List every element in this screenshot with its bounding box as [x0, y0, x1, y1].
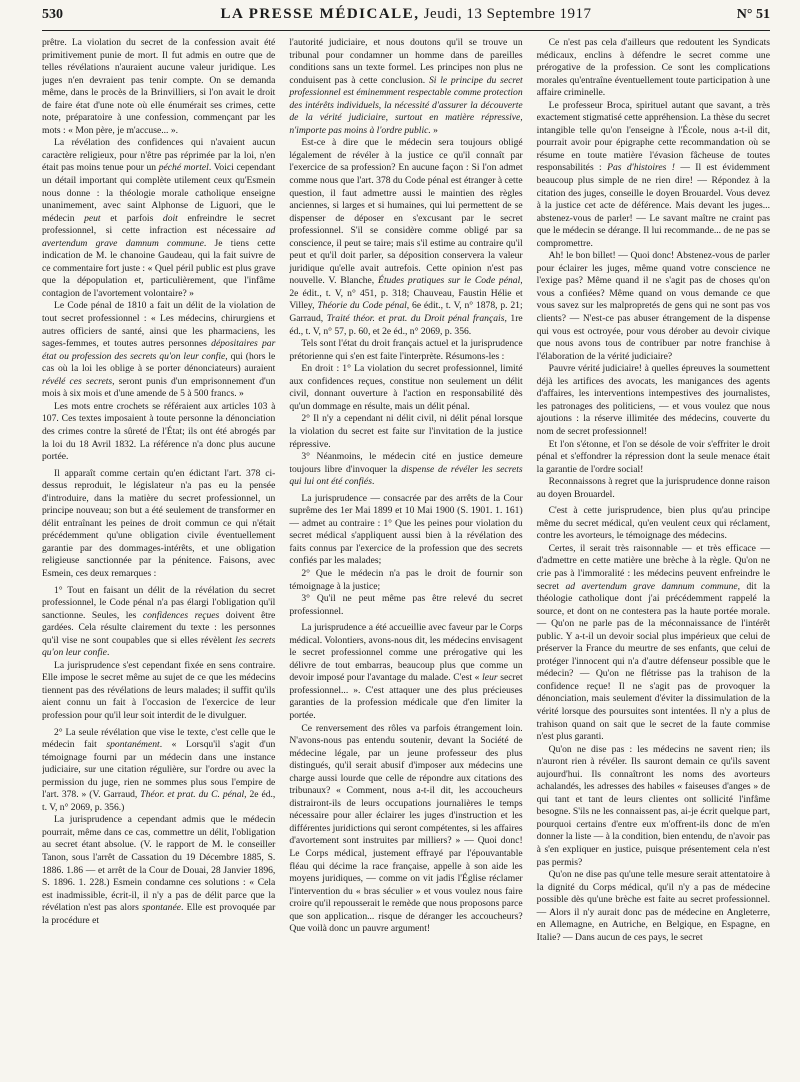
paragraph: Reconnaissons à regret que la jurisprudence donne raison au doyen Brouardel. [536, 476, 770, 500]
paragraph: Qu'on ne dise pas : les médecins ne savent rien; ils n'auront rien à révéler. Ils sauront demain ce qu'ils savent aujourd'hui. Ils connaîtront les noms des avorteurs achalandés, les adresses des habiles « faiseuses d'anges » de qui tant et tant de leurs clientes ont sollicité l'infâme besogne. S'ils ne les connaissent pas, ai-je écrit quelque part, pourquoi certains d'entre eux m'offrent-ils donc de m'en donner la liste — à la condition, bien entendu, de n'avoir pas à s'en expliquer en justice, puisque présentement cela n'est pas permis? [536, 743, 770, 868]
paragraph: La jurisprudence a cependant admis que le médecin pourrait, même dans ce cas, commettre un délit, l'obligation au secret étant absolue. (V. le rapport de M. le conseiller Tanon, sous l'arrêt de Cassation du 19 Décembre 1885, S. 1886. 1.86 — et arrêt de la Cour de Douai, 28 Janvier 1896, S. 1896. 1. 228.) Esmein condamne ces solutions : « Cela est inadmissible, écrit-il, il n'y a pas de délit parce que la révélation n'est pas alors spontanée. Elle est provoquée par la procédure et [42, 814, 276, 926]
paragraph: Les mots entre crochets se référaient aux articles 103 à 107. Ces textes imposaient à toute personne la dénonciation des crimes contre la sûreté de l'État; ils ont été abrogés par la loi du 18 Avril 1832. La référence n'a donc plus aucune portée. [42, 400, 276, 463]
issue-date: Jeudi, 13 Septembre 1917 [419, 6, 592, 22]
paragraph: La jurisprudence — consacrée par des arrêts de la Cour suprême des 1er Mai 1899 et 10 Mai 1900 (S. 1901. 1. 161) — admet au contraire : 1° Que les peines pour violation du secret médical s'appliquent aussi bien à la révélation des faits connus par l'exercice de la profession que des secrets confiés par les malades; [289, 492, 523, 567]
running-title [220, 6, 591, 23]
column-right [537, 37, 770, 1077]
paragraph: 2° Que le médecin n'a pas le droit de fournir son témoignage à la justice; [289, 567, 523, 592]
paragraph: La révélation des confidences qui n'avaient aucun caractère religieux, pour n'être pas réprimée par la loi, n'en était pas moins tenue pour un péché mortel. Voici cependant un détail important qui complète utilement ceux qu'Esmein nous donne : la théologie morale catholique enseigne unanimement, avec saint Alphonse de Liguori, que le médecin peut et parfois doit enfreindre le secret professionnel, si cette infraction est nécessaire ad avertendum grave damnum commune. Je tiens cette indication de M. le chanoine Gaudeau, qui la fait suivre de ce commentaire fort juste : « Quel péril public est plus grave que la dépopulation et, particulièrement, que l'infâme contagion de l'avortement volontaire? » [42, 137, 276, 299]
paragraph: l'autorité judiciaire, et nous doutons qu'il se trouve un tribunal pour condamner un homme dans de pareilles conditions sans un texte formel. Les principes non plus ne conduisent pas à cette conclusion. Si le principe du secret professionnel est éminemment respectable comme protection des intérêts individuels, la nécessité d'assurer la découverte de la vérité judiciaire, surtout en matière répressive, n'importe pas moins à l'ordre public. » [289, 37, 523, 136]
paragraph: Le professeur Broca, spirituel autant que savant, a très exactement stigmatisé cette appréhension. La thèse du secret intangible telle qu'on l'enseigne à l'École, nous a-t-il dit, pourrait avoir pour épigraphe cette recommandation où se résume en toute matière l'évasion fâcheuse de toutes responsabilités : Pas d'histoires ! — Il est évidemment beaucoup plus simple de ne rien dire! — Répondez à la citation des juges, conseille le doyen Brouardel. Vous devez à la justice cet acte de déférence. Mais devant les juges... abstenez-vous de parler! — Le savant maître ne craint pas que le médecin se dérange. Il lui recommande... de ne pas se compromettre. [536, 99, 770, 249]
paragraph: 2° Il n'y a cependant ni délit civil, ni délit pénal lorsque la violation du secret est faite sur l'invitation de la justice répressive. [289, 413, 523, 450]
paragraph: Ah! le bon billet! — Quoi donc! Abstenez-vous de parler pour éclairer les juges, même quand votre conscience ne l'exige pas? Même quand il ne s'agit pas de choses qu'on vous a confiées? Même quand on vous demande ce que vous savez sur les malpropretés de gens qui ne sont pas vos clients? — N'est-ce pas abuser étrangement de la dispense qui vous est octroyée, pour vous dérober au devoir civique que nous avons tous de contribuer par notre franchise à l'élaboration de la vérité judiciaire? [536, 250, 770, 362]
article-columns [42, 37, 770, 1077]
paragraph: Pauvre vérité judiciaire! à quelles épreuves la soumettent déjà les artifices des avocats, les manigances des agents d'affaires, les interventions intempestives des journalistes, les patronages des politiciens, — et vous voulez que nous ajoutions : la réserve illimitée des médecins, couverte du nom de secret professionnel! [536, 363, 770, 437]
page-number: 530 [42, 7, 63, 22]
column-left [42, 37, 275, 1077]
journal-name: LA PRESSE MÉDICALE, [220, 6, 420, 22]
page-header [42, 6, 770, 31]
paragraph: Qu'on ne dise pas qu'une telle mesure serait attentatoire à la dignité du Corps médical, qu'il n'y a pas de médecine possible dès qu'une brèche est faite au secret professionnel. — Alors il n'y aurait donc pas de médecine en Angleterre, en Allemagne, en Autriche, en Belgique, en Espagne, en Italie? — Dans aucun de ces pays, le secret [536, 869, 770, 943]
paragraph: La jurisprudence s'est cependant fixée en sens contraire. Elle impose le secret même au sujet de ce que les médecins tiennent pas des révélations de leurs malades; il suffit qu'ils aient connu un fait à l'occasion de l'exercice de leur profession pour qu'il leur soit interdit de le divulguer. [42, 659, 276, 721]
paragraph: Certes, il serait très raisonnable — et très efficace — d'admettre en cette matière une brèche à la règle. Qu'on ne crie pas à l'immoralité : les médecins peuvent enfreindre le secret ad avertendum grave damnum commune, dit la théologie catholique dont j'ai précédemment rappelé la source, et dont on ne contestera pas la haute portée morale. — Qu'on ne parle pas de la méconnaissance de l'intérêt public. Y a-t-il un devoir social plus impérieux que celui de préserver la France du meurtre de ses enfants, que celui de protéger l'innocent qui n'a d'autre défenseur possible que le médecin? — Qu'on ne flétrisse pas la trahison de la confidence reçue! Il ne s'agit pas de provoquer la dénonciation, mais seulement d'éviter la dissimulation de la vérité lorsque des poursuites sont intentées. Il n'y a plus de trahison quand on sait que le secret de la faute commise n'est plus garanti. [536, 542, 770, 743]
paragraph: 2° La seule révélation que vise le texte, c'est celle que le médecin fait spontanément. « Lorsqu'il s'agit d'un témoignage fourni par un médecin dans une instance judiciaire, sur une citation régulière, sur l'ordre ou avec la permission du juge, rien ne sommes plus sous l'empire de l'art. 378. » (V. Garraud, Théor. et prat. du C. pénal, 2e éd., t. V, n° 2069, p. 356.) [42, 726, 276, 813]
paragraph: C'est à cette jurisprudence, bien plus qu'au principe même du secret médical, qu'en veulent ceux qui réclament, contre les avorteurs, le témoignage des médecins. [536, 505, 770, 542]
paragraph: Le Code pénal de 1810 a fait un délit de la violation de tout secret professionnel : « Les médecins, chirurgiens et autres officiers de santé, ainsi que les pharmaciens, les sages-femmes, et toutes autres personnes dépositaires par état ou profession des secrets qu'on leur confie, qui (hors le cas où la loi les oblige à se porter dénonciateurs) auraient révélé ces secrets, seront punis d'un emprisonnement d'un mois à six mois et d'une amende de 5 à 500 francs. » [42, 300, 276, 400]
paragraph: Et l'on s'étonne, et l'on se désole de voir s'effriter le droit pénal et s'effondrer la répression dont la seule menace était la garantie de l'ordre social! [536, 438, 770, 475]
paragraph: Ce renversement des rôles va parfois étrangement loin. N'avons-nous pas entendu soutenir, devant la Société de médecine légale, par un jeune professeur des plus distingués, qu'il serait abusif d'imposer aux médecins une charge aussi lourde que celle de répondre aux citations des tribunaux? « Comment, nous a-t-il dit, les accoucheurs distrairont-ils de leurs occupations journalières le temps nécessaire pour aller éclairer les juges d'instruction et les différentes juridictions qui seront compétentes, si les affaires d'avortement sont instruites par milliers? » — Quoi donc! Le Corps médical, justement effrayé par l'épouvantable fléau qui décime la race française, appelle à son aide les moyens juridiques, — comme on vit jadis l'Église réclamer l'intervention du « bras séculier » et vous voulez nous faire croire qu'il repousserait le remède que nous proposons parce que son application... risque de déranger les accoucheurs? Que voilà donc un pauvre argument! [289, 722, 523, 935]
paragraph: Est-ce à dire que le médecin sera toujours obligé légalement de révéler à la justice ce qu'il connaît par l'exercice de sa profession? En aucune façon : Si l'on admet comme nous que l'art. 378 du Code pénal est étranger à cette question, il faut admettre aussi le maintien des règles anciennes, si larges et si humaines, qui lui permettent de se dispenser de déposer en s'excusant par le secret professionnel. S'il se considère comme obligé par sa conscience, il peut se taire; mais s'il estime au contraire qu'il peut et qu'il doit parler, sa déposition conservera la valeur juridique qu'elle avait autrefois. Cette opinion n'est pas nouvelle. V. Blanche, Études pratiques sur le Code pénal, 2e édit., t. V, n° 451, p. 318; Chauveau, Faustin Hélie et Villey, Théorie du Code pénal, 6e édit., t. V, n° 1878, p. 21; Garraud, Traité théor. et prat. du Droit pénal français, 1re éd., t. V, n° 57, p. 60, et 2e éd., n° 2069, p. 356. [289, 137, 523, 337]
column-middle [289, 37, 522, 1077]
paragraph: La jurisprudence a été accueillie avec faveur par le Corps médical. Volontiers, avons-nous dit, les médecins envisagent le secret professionnel comme une prérogative qui les délivre de tout embarras, beaucoup plus que comme un devoir imposé pour l'avantage du malade. C'est « leur secret professionnel... ». C'est attaquer une des plus précieuses garanties de la profession médicale que d'en limiter la portée. [289, 622, 523, 721]
paragraph: 3° Qu'il ne peut même pas être relevé du secret professionnel. [289, 593, 523, 617]
paragraph: En droit : 1° La violation du secret professionnel, limité aux confidences reçues, constitue non seulement un délit civil, donnant ouverture à l'action en responsabilité dès qu'un dommage en résulte, mais un délit pénal. [289, 363, 523, 412]
paragraph: prêtre. La violation du secret de la confession avait été primitivement punie de mort. Il fut admis en outre que de telles révélations n'auraient aucune valeur juridique. Les juges n'en devraient pas tenir compte. On se demanda même, dans le procès de la Brinvilliers, si l'on avait le droit de faire état d'une note où elle énumérait ses crimes, cette note, préparatoire à une confession, commençant par les mots : « Mon père, je m'accuse... ». [42, 37, 276, 136]
issue-number: N° 51 [736, 7, 770, 22]
paragraph: 1° Tout en faisant un délit de la révélation du secret professionnel, le Code pénal n'a pas élargi l'obligation qu'il sanctionne. Seules, les confidences reçues doivent être gardées. Cela résulte clairement du texte : les personnes qu'il vise ne sont coupables que si elles révèlent les secrets qu'on leur confie. [42, 584, 276, 659]
paragraph: 3° Néanmoins, le médecin cité en justice demeure toujours libre d'invoquer la dispense de révéler les secrets qui lui ont été confiés. [289, 451, 523, 488]
paragraph: Il apparaît comme certain qu'en édictant l'art. 378 ci-dessus reproduit, le législateur n'a pas eu la pensée d'introduire, dans la matière du secret professionnel, un principe nouveau; son but a été seulement de transformer en délit entraînant les peines de droit commun ce qui n'était précédemment qu'une obligation civile éventuellement garantie par des dommages-intérêts, et une obligation religieuse sanctionnée par la pénitence. Faisons, avec Esmein, ces deux remarques : [42, 467, 276, 579]
paragraph: Ce n'est pas cela d'ailleurs que redoutent les Syndicats médicaux, enclins à défendre le secret comme une prérogative de la profession. Ce sont les complications morales qu'entraîne éventuellement toute participation à une affaire criminelle. [536, 37, 770, 99]
paragraph: Tels sont l'état du droit français actuel et la jurisprudence prétorienne qui s'en est faite l'interprète. Résumons-les : [289, 338, 523, 362]
